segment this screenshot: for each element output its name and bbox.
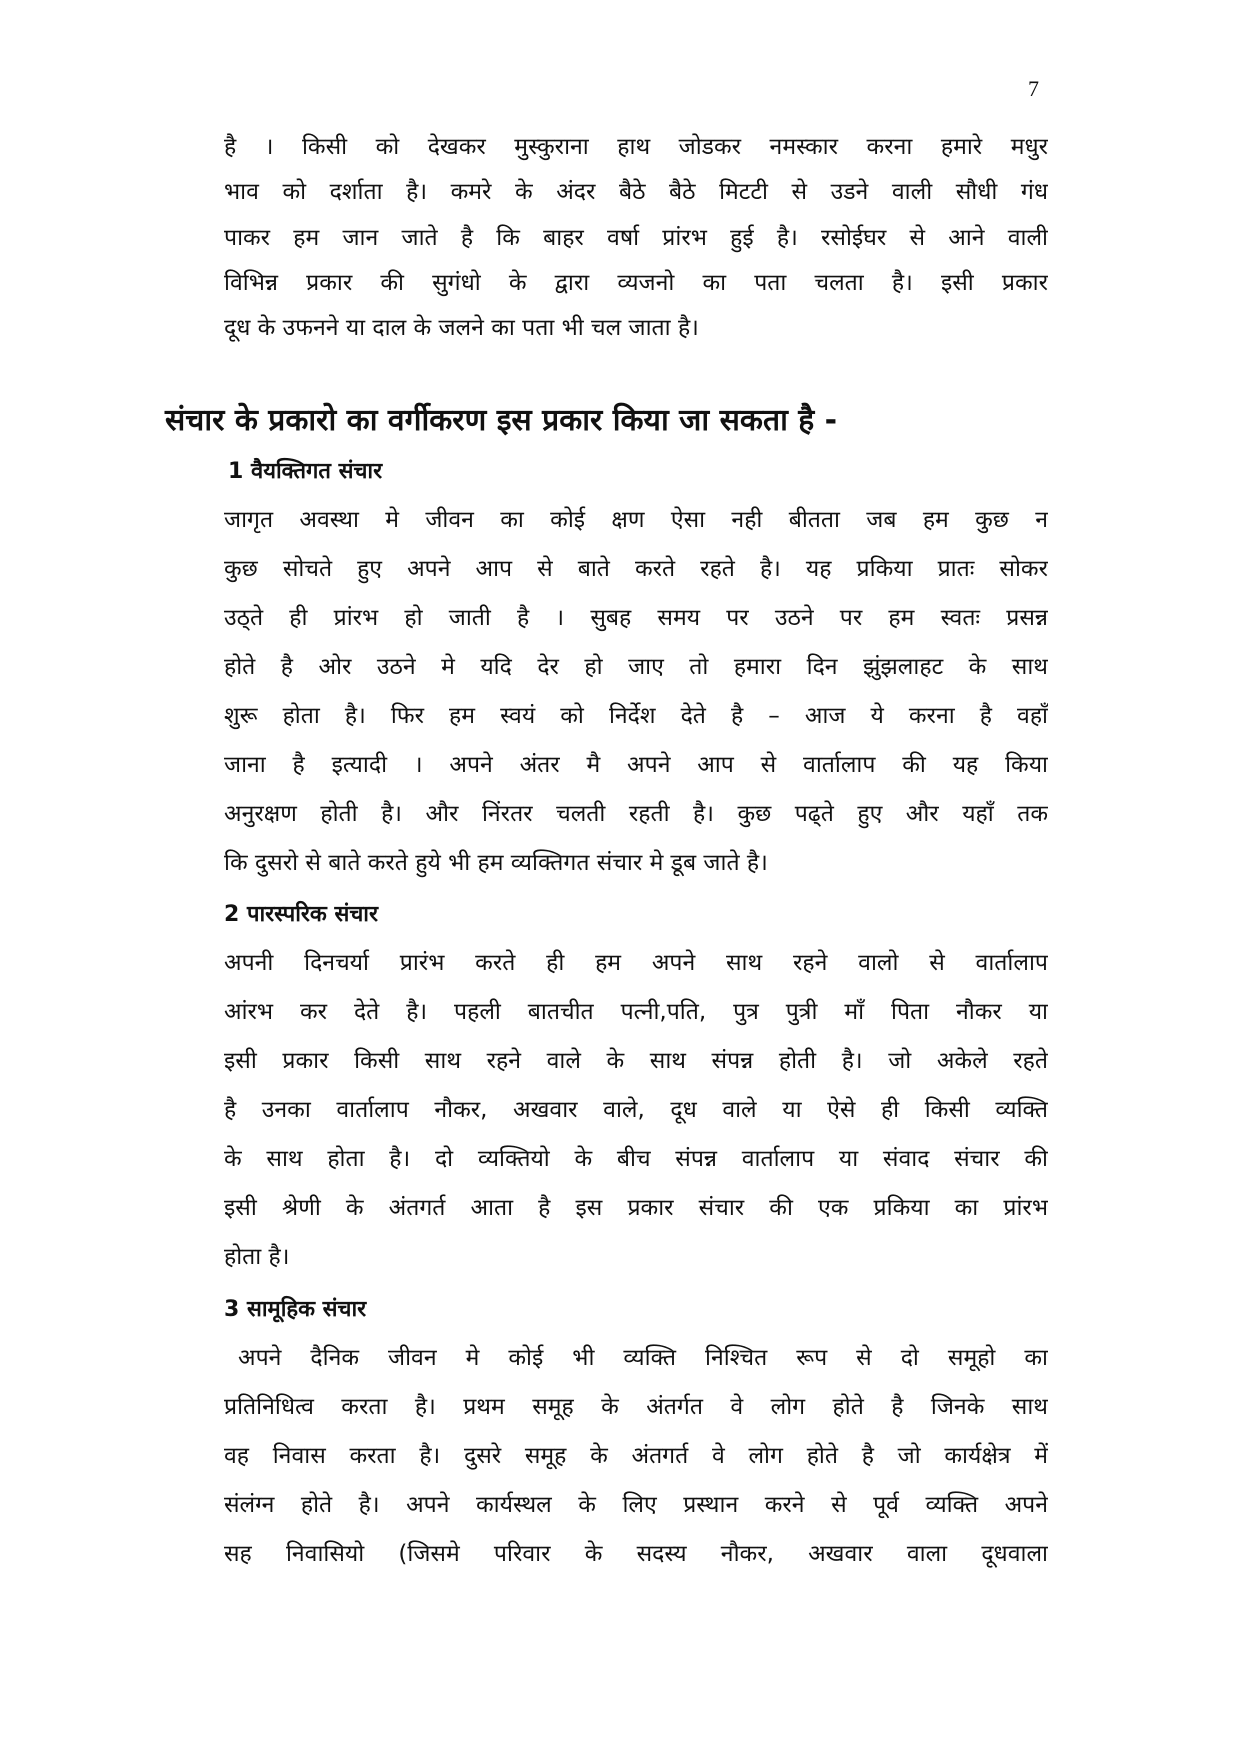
paragraph-line: उठ्ते ही प्रांरभ हो जाती है । सुबह समय पर उठने पर हम स्वतः प्रसन्न [224, 605, 1048, 631]
paragraph-line: विभिन्न प्रकार की सुगंधो के द्वारा व्यजनो का पता चलता है। इसी प्रकार [224, 270, 1048, 296]
paragraph-line: आंरभ कर देते है। पहली बातचीत पत्नी,पति, पुत्र पुत्री माँ पिता नौकर या [224, 999, 1048, 1025]
paragraph-line: है । किसी को देखकर मुस्कुराना हाथ जोडकर नमस्कार करना हमारे मधुर [224, 134, 1048, 160]
subsection-title: 1 वैयक्तिगत संचार [228, 459, 383, 484]
paragraph-line: अपने दैनिक जीवन मे कोई भी व्यक्ति निश्चित रूप से दो समूहो का [238, 1345, 1048, 1371]
paragraph-line: कुछ सोचते हुए अपने आप से बाते करते रहते है। यह प्रकिया प्रातः सोकर [224, 556, 1048, 582]
paragraph-line: दूध के उफनने या दाल के जलने का पता भी चल जाता है। [224, 315, 699, 341]
paragraph-line: वह निवास करता है। दुसरे समूह के अंतगर्त वे लोग होते है जो कार्यक्षेत्र में [224, 1443, 1048, 1469]
paragraph-line: संलंग्न होते है। अपने कार्यस्थल के लिए प्रस्थान करने से पूर्व व्यक्ति अपने [224, 1492, 1048, 1518]
paragraph-line: के साथ होता है। दो व्यक्तियो के बीच संपन्न वार्तालाप या संवाद संचार की [224, 1146, 1048, 1172]
paragraph-line: होता है। [224, 1244, 290, 1270]
page-number: 7 [1028, 76, 1039, 101]
subsection-title: 2 पारस्परिक संचार [224, 902, 379, 927]
paragraph-line: जागृत अवस्था मे जीवन का कोई क्षण ऐसा नही बीतता जब हम कुछ न [224, 507, 1048, 533]
paragraph-line: इसी प्रकार किसी साथ रहने वाले के साथ संपन्न होती है। जो अकेले रहते [224, 1048, 1048, 1074]
paragraph-line: होते है ओर उठने मे यदि देर हो जाए तो हमारा दिन झुंझलाहट के साथ [224, 654, 1048, 680]
paragraph-line: है उनका वार्तालाप नौकर, अखवार वाले, दूध वाले या ऐसे ही किसी व्यक्ति [224, 1097, 1048, 1123]
section-heading: संचार के प्रकारो का वर्गीकरण इस प्रकार किया जा सकता है - [165, 403, 838, 438]
paragraph-line: पाकर हम जान जाते है कि बाहर वर्षा प्रांरभ हुई है। रसोईघर से आने वाली [224, 225, 1048, 251]
paragraph-line: अपनी दिनचर्या प्रारंभ करते ही हम अपने साथ रहने वालो से वार्तालाप [224, 950, 1048, 976]
paragraph-line: प्रतिनिधित्व करता है। प्रथम समूह के अंतर्गत वे लोग होते है जिनके साथ [224, 1394, 1048, 1420]
paragraph-line: भाव को दर्शाता है। कमरे के अंदर बैठे बैठे मिटटी से उडने वाली सौधी गंध [224, 179, 1048, 205]
paragraph-line: सह निवासियो (जिसमे परिवार के सदस्य नौकर, अखवार वाला दूधवाला [224, 1541, 1048, 1567]
paragraph-line: कि दुसरो से बाते करते हुये भी हम व्यक्तिगत संचार मे डूब जाते है। [224, 850, 768, 876]
paragraph-line: शुरू होता है। फिर हम स्वयं को निर्देश देते है – आज ये करना है वहाँ [224, 703, 1048, 729]
paragraph-line: जाना है इत्यादी । अपने अंतर मै अपने आप से वार्तालाप की यह किया [224, 752, 1048, 778]
paragraph-line: अनुरक्षण होती है। और निंरतर चलती रहती है। कुछ पढ्ते हुए और यहाँ तक [224, 801, 1048, 827]
paragraph-line: इसी श्रेणी के अंतगर्त आता है इस प्रकार संचार की एक प्रकिया का प्रांरभ [224, 1195, 1048, 1221]
subsection-title: 3 सामूहिक संचार [224, 1297, 367, 1322]
